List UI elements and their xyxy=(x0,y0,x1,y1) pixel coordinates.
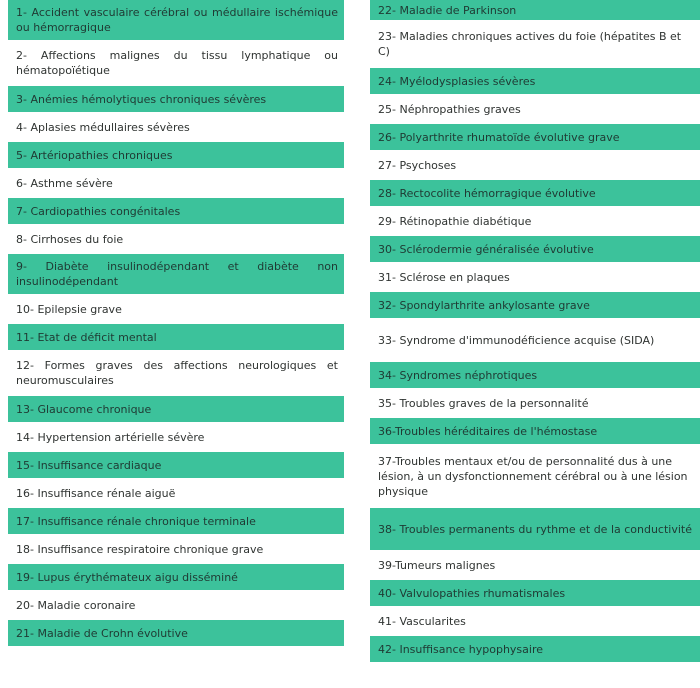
list-item-text: 3- Anémies hémolytiques chroniques sévères xyxy=(16,92,267,106)
list-item-text: 42- Insuffisance hypophysaire xyxy=(378,642,544,656)
list-item-text: 35- Troubles graves de la personnalité xyxy=(378,396,589,410)
list-item-text: 39-Tumeurs malignes xyxy=(378,558,496,572)
list-item xyxy=(370,390,700,418)
list-item xyxy=(8,620,344,648)
list-item xyxy=(8,226,344,254)
list-item xyxy=(8,324,344,352)
list-item xyxy=(370,208,700,236)
list-item xyxy=(370,636,700,664)
list-item-text: 12- Formes graves des affections neurologiques et neuromusculaires xyxy=(16,359,338,387)
list-item-text: 22- Maladie de Parkinson xyxy=(378,3,517,17)
list-item xyxy=(8,508,344,536)
list-item xyxy=(370,68,700,96)
list-item xyxy=(370,96,700,124)
list-item xyxy=(370,0,700,22)
list-item-text: 37-Troubles mentaux et/ou de personnalité dus à une lésion, à un dysfonctionnement cérébral ou à une lésion physique xyxy=(378,454,688,498)
list-item-text: 1- Accident vasculaire cérébral ou médullaire ischémique ou hémorragique xyxy=(16,6,338,34)
list-item-text: 21- Maladie de Crohn évolutive xyxy=(16,626,188,640)
right-column xyxy=(370,0,700,664)
list-item xyxy=(370,292,700,320)
list-item-text: 27- Psychoses xyxy=(378,158,457,172)
list-item xyxy=(370,152,700,180)
list-item-text: 9- Diabète insulinodépendant et diabète non insulinodépendant xyxy=(16,260,338,288)
list-item xyxy=(8,86,344,114)
list-item xyxy=(8,296,344,324)
list-item-text: 23- Maladies chroniques actives du foie (hépatites B et C) xyxy=(378,30,682,58)
list-item xyxy=(8,424,344,452)
list-item xyxy=(370,580,700,608)
list-item xyxy=(370,124,700,152)
list-item xyxy=(8,142,344,170)
list-item xyxy=(370,508,700,552)
list-item-text: 30- Sclérodermie généralisée évolutive xyxy=(378,242,594,256)
list-item xyxy=(8,170,344,198)
list-item-text: 8- Cirrhoses du foie xyxy=(16,232,124,246)
list-item-text: 14- Hypertension artérielle sévère xyxy=(16,430,205,444)
list-item-text: 40- Valvulopathies rhumatismales xyxy=(378,586,566,600)
list-item xyxy=(8,592,344,620)
list-item xyxy=(8,480,344,508)
list-item-text: 20- Maladie coronaire xyxy=(16,598,136,612)
list-item xyxy=(370,320,700,362)
list-item-text: 33- Syndrome d'immunodéficience acquise (SIDA) xyxy=(378,333,655,347)
list-item-text: 34- Syndromes néphrotiques xyxy=(378,368,538,382)
list-item xyxy=(370,608,700,636)
list-item xyxy=(8,396,344,424)
list-item-text: 2- Affections malignes du tissu lymphatique ou hématopoïétique xyxy=(16,49,338,77)
list-item-text: 24- Myélodysplasies sévères xyxy=(378,74,536,88)
list-item xyxy=(8,352,344,396)
list-item-text: 18- Insuffisance respiratoire chronique grave xyxy=(16,542,264,556)
list-item-text: 17- Insuffisance rénale chronique terminale xyxy=(16,514,256,528)
list-item-text: 13- Glaucome chronique xyxy=(16,402,152,416)
list-item xyxy=(8,0,344,42)
list-item xyxy=(370,264,700,292)
list-item-text: 36-Troubles héréditaires de l'hémostase xyxy=(378,424,598,438)
list-item-text: 38- Troubles permanents du rythme et de la conductivité xyxy=(378,522,692,536)
list-item xyxy=(370,418,700,446)
list-item-text: 25- Néphropathies graves xyxy=(378,102,521,116)
list-item-text: 4- Aplasies médullaires sévères xyxy=(16,120,190,134)
list-item-text: 15- Insuffisance cardiaque xyxy=(16,458,162,472)
list-item xyxy=(370,362,700,390)
list-item-text: 28- Rectocolite hémorragique évolutive xyxy=(378,186,596,200)
list-item xyxy=(370,180,700,208)
list-item xyxy=(8,536,344,564)
list-item-text: 32- Spondylarthrite ankylosante grave xyxy=(378,298,590,312)
list-item xyxy=(370,236,700,264)
list-item-text: 16- Insuffisance rénale aiguë xyxy=(16,486,176,500)
list-item xyxy=(8,198,344,226)
list-item xyxy=(370,22,700,68)
list-item xyxy=(8,564,344,592)
list-item-text: 6- Asthme sévère xyxy=(16,176,113,190)
list-item-text: 11- Etat de déficit mental xyxy=(16,330,157,344)
list-item xyxy=(8,254,344,296)
list-item xyxy=(8,114,344,142)
list-item xyxy=(8,452,344,480)
list-item-text: 5- Artériopathies chroniques xyxy=(16,148,173,162)
left-column xyxy=(8,0,344,648)
list-item xyxy=(370,552,700,580)
list-item-text: 31- Sclérose en plaques xyxy=(378,270,510,284)
list-item-text: 41- Vascularites xyxy=(378,614,466,628)
list-item xyxy=(8,42,344,86)
list-item xyxy=(370,446,700,508)
list-item-text: 7- Cardiopathies congénitales xyxy=(16,204,181,218)
list-item-text: 10- Epilepsie grave xyxy=(16,302,122,316)
list-item-text: 19- Lupus érythémateux aigu disséminé xyxy=(16,570,238,584)
list-item-text: 29- Rétinopathie diabétique xyxy=(378,214,532,228)
list-item-text: 26- Polyarthrite rhumatoïde évolutive grave xyxy=(378,130,620,144)
